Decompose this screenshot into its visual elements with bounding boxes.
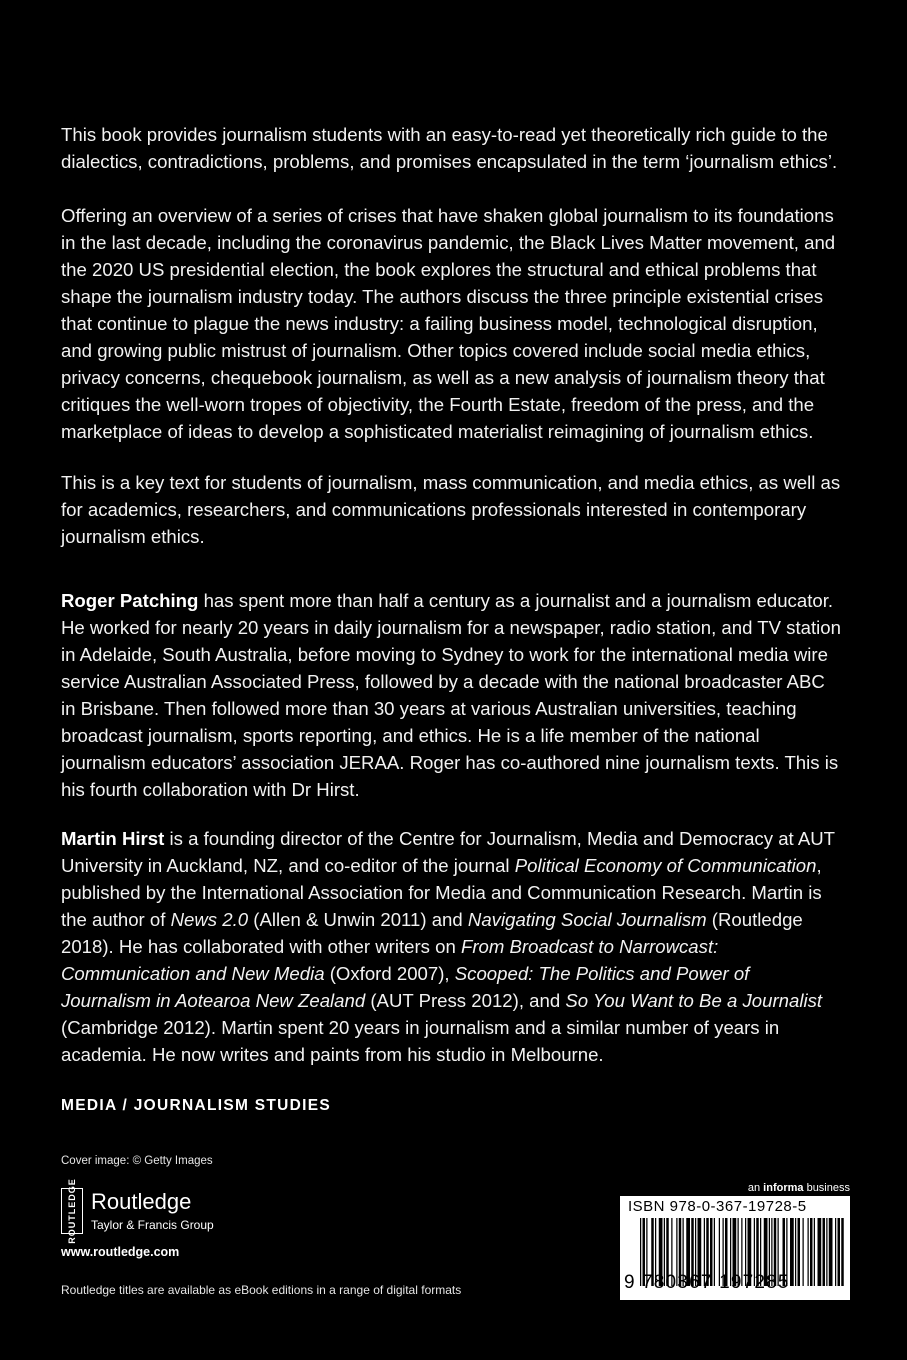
barcode-bar	[808, 1218, 809, 1286]
author-name: Martin Hirst	[61, 828, 165, 849]
ebook-note: Routledge titles are available as eBook editions in a range of digital formats	[61, 1283, 462, 1297]
barcode-bar	[795, 1218, 796, 1286]
barcode-bar	[823, 1218, 826, 1286]
description-paragraph-3: This is a key text for students of journalism, mass communication, and media ethics, as well as for academics, researchers, and communications professionals interested in contemporary journalism ethics.	[61, 472, 841, 547]
routledge-logo-mark: ROUTLEDGE	[61, 1188, 83, 1234]
author-name: Roger Patching	[61, 590, 199, 611]
isbn-number: ISBN 978-0-367-19728-5	[628, 1198, 807, 1215]
barcode-bar	[810, 1218, 813, 1286]
barcode-bar	[841, 1218, 844, 1286]
isbn-barcode: ISBN 978-0-367-19728-5 9 780367 197285	[620, 1196, 850, 1300]
barcode-bar	[829, 1218, 833, 1286]
barcode-bar	[790, 1218, 794, 1286]
informa-business-tag: an informa business	[747, 1182, 850, 1194]
routledge-logo	[61, 1178, 271, 1244]
barcode-bar	[803, 1218, 804, 1286]
publisher-url[interactable]: www.routledge.com	[61, 1245, 180, 1259]
description-paragraph-2: Offering an overview of a series of crises that have shaken global journalism to its foundations in the last decade, including the coronavirus pandemic, the Black Lives Matter movement, and the 2020 US presidential election, the book explores the structural and ethical problems that shape the journalism industry today. The authors discuss the three principle existential crises that continue to plague the news industry: a failing business model, technological disruption, and growing public mistrust of journalism. Other topics covered include social media ethics, privacy concerns, chequebook journalism, as well as a new analysis of journalism theory that critiques the well-worn tropes of objectivity, the Fourth Estate, freedom of the press, and the marketplace of ideas to develop a sophisticated materialist reimagining of journalism ethics.	[61, 205, 836, 442]
barcode-bar	[798, 1218, 801, 1286]
description-paragraph-1: This book provides journalism students with an easy-to-read yet theoretically rich guide to the dialectics, contradictions, problems, and promises encapsulated in the term ‘journalism ethics’.	[61, 124, 838, 172]
subject-category: MEDIA / JOURNALISM STUDIES	[61, 1097, 332, 1114]
author-bio-roger-patching: Roger Patching has spent more than half a century as a journalist and a journalism educator. He worked for nearly 20 years in daily journalism for a newspaper, radio station, and TV station in Adelaide, South Australia, before moving to Sydney to work for the international media wire service Australian Associated Press, followed by a decade with the national broadcaster ABC in Brisbane. Then followed more than 30 years at various Australian universities, teaching broadcast journalism, sports reporting, and ethics. He is a life member of the national journalism educators’ association JERAA. Roger has co-authored nine journalism texts. This is his fourth collaboration with Dr Hirst.	[61, 590, 841, 800]
publisher-name: Routledge	[91, 1189, 192, 1214]
barcode-bar	[838, 1218, 841, 1286]
cover-image-credit: Cover image: © Getty Images	[61, 1155, 213, 1167]
barcode-bar	[818, 1218, 822, 1286]
barcode-bar	[826, 1218, 827, 1286]
barcode-bar	[814, 1218, 815, 1286]
barcode-bar	[835, 1218, 836, 1286]
author-bio-martin-hirst: Martin Hirst is a founding director of the Centre for Journalism, Media and Democracy at AUT University in Auckland, NZ, and co-editor of the journal Political Economy of Communication, published by the International Association for Media and Communication Research. Martin is the author of News 2.0 (Allen & Unwin 2011) and Navigating Social Journalism (Routledge 2018). He has collaborated with other writers on From Broadcast to Narrowcast: Communication and New Media (Oxford 2007), Scooped: The Politics and Power of Journalism in Aotearoa New Zealand (AUT Press 2012), and So You Want to Be a Journalist (Cambridge 2012). Martin spent 20 years in journalism and a similar number of years in academia. He now writes and paints from his studio in Melbourne.	[61, 828, 835, 1065]
publisher-group: Taylor & Francis Group	[91, 1218, 214, 1232]
